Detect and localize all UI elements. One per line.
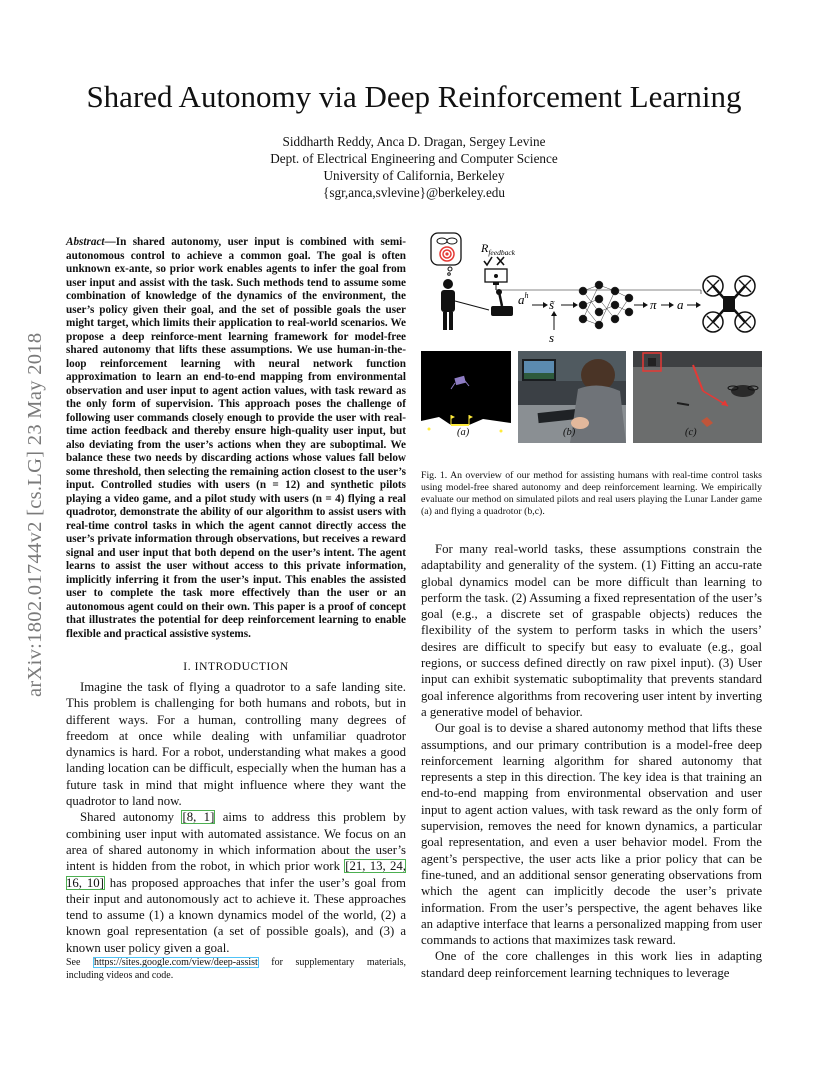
- reward-feedback-label: $R_{feedback}$: [481, 241, 515, 257]
- figure-1: [421, 226, 762, 448]
- quadrotor-icon: [703, 276, 755, 332]
- supplementary-url-link[interactable]: https://sites.google.com/view/deep-assist: [93, 957, 258, 968]
- check-cross-icon: [484, 257, 504, 265]
- neural-network-icon: [579, 281, 633, 329]
- subfigure-label-b: (b): [563, 427, 576, 438]
- figure-caption: Fig. 1. An overview of our method for assisting humans with real-time control tasks using model-free shared autonomy and deep reinforcement learning. We empirically evaluate our method on simulated pilots and real users playing the Lunar Lander game (a) and flying a quadrotor (b,c).: [421, 470, 762, 517]
- abstract: [66, 236, 406, 641]
- department: Dept. of Electrical Engineering and Computer Science: [270, 151, 558, 166]
- state-label: s: [549, 330, 555, 345]
- right-paragraph-1: For many real-world tasks, these assumptions constrain the adaptability and generality of the system. (1) Fitting an accu-rate global dynamics model can be more difficult than learning to perform the task. (2) Assuming a fixed representation of the user’s goal (e.g., a discrete set of graspable objects) reduces the flexibility of the system to perform tasks in which the users’ desires are difficult to specify but easy to evaluate (e.g., goal regions, or success defined directly on raw pixel input). (3) User input can exhibit systematic suboptimality that prevents standard goal inference algorithms from recovering user intent by inverting a generative model of behavior.: [421, 542, 762, 719]
- subfigure-label-a: (a): [457, 427, 470, 438]
- intro-p2-text-a: Shared autonomy: [80, 810, 182, 825]
- goal-thought-bubble-icon: [431, 233, 461, 275]
- user-input-line: [455, 301, 489, 310]
- monitor-icon: [485, 269, 507, 285]
- citation-link[interactable]: [21, 13, 24, 16, 10]: [66, 859, 407, 890]
- section-heading-introduction: I. INTRODUCTION: [183, 661, 289, 673]
- footnote: [66, 957, 406, 982]
- university: University of California, Berkeley: [323, 168, 505, 183]
- arxiv-identifier: arXiv:1802.01744v2 [cs.LG] 23 May 2018: [24, 332, 46, 698]
- author-block: [160, 133, 668, 201]
- user-person-icon: [441, 279, 455, 330]
- subfigure-label-c: (c): [685, 427, 697, 438]
- intro-paragraph-2: [66, 809, 406, 956]
- author-emails: {sgr,anca,svlevine}@berkeley.edu: [323, 185, 505, 200]
- intro-p2-text-c: has proposed approaches that infer the user’s goal from their input and autonomously act to achieve it. These approaches tend to assume (1) a known dynamics model of the world, (2) a known goal representation (a set of possible goals), and (3) a known user policy given a goal.: [66, 875, 406, 955]
- quadrotor-landing-photo: [633, 351, 762, 443]
- footnote-suffix: for supplementary materials, including videos and code.: [66, 957, 406, 981]
- augmented-state-label: s̃: [549, 297, 555, 312]
- abstract-lead: Abstract: [66, 236, 105, 248]
- paper-title: Shared Autonomy via Deep Reinforcement Learning: [86, 79, 742, 114]
- abstract-text: —In shared autonomy, user input is combined with semi-autonomous control to achieve a common goal. The goal is often unknown ex-ante, so prior work enables agents to infer the goal from user input and assist with the task. Such methods tend to assume some combination of knowledge of the dynamics of the environment, the user’s policy given their goal, and the set of possible goals the user might target, which limits their application to real-world scenarios. We propose a deep reinforce-ment learning framework for model-free shared autonomy that lifts these assumptions. We use human-in-the-loop reinforcement learning with neural network function approximation to learn an end-to-end mapping from environmental observation and user input to agent action values, with task reward as the only form of supervision. This approach poses the challenge of following user commands closely enough to provide the user with real-time action feedback and thereby ensure high-quality user input, but also deviating from the user’s actions when they are suboptimal. We balance these two needs by discarding actions whose values fall below some threshold, then selecting the remaining action closest to the user’s input. Controlled studies with users (n = 12) and synthetic pilots playing a video game, and a pilot study with users (n = 4) flying a real quadrotor, demonstrate the ability of our algorithm to assist users with real-time control tasks in which the agent cannot directly access the user’s private information through observations, but receives a reward signal and user input that both depend on the user’s intent. The agent learns to assist the user without access to this private information, implicitly inferring it from the user’s input. This enables the assisted user to complete the task more effectively than the user or an autonomous agent could on their own. This paper is a proof of concept that illustrates the potential for deep reinforcement learning to enable flexible and practical assistive systems.: [66, 236, 406, 640]
- method-diagram: [421, 226, 762, 348]
- intro-p2-text-b: aims to address this problem by combining user input with automated assistance. We focus on an area of shared autonomy in which information about the user’s intent is hidden from the robot, in which prior work: [66, 810, 406, 874]
- right-paragraph-2: Our goal is to devise a shared autonomy method that lifts these assumptions, and our primary contribution is a model-free deep reinforcement learning algorithm for shared autonomy that represents a step in this direction. The key idea is that training an end-to-end mapping from environmental observation and user input to agent action values, with task reward as the only form of supervision, removes the need for known dynamics, a particular goal representation, and even a user behavior model. From the agent’s perspective, the user acts like a prior policy that can be fine-tuned, and an additional sensor generating observations from which the agent can implicitly decode the user’s private information. From the user’s perspective, the agent behaves like an adaptive interface that learns a personalized mapping from user commands to actions that maximizes task reward.: [421, 721, 762, 948]
- citation-link[interactable]: [8, 1]: [182, 810, 215, 825]
- footnote-prefix: See: [66, 957, 93, 968]
- author-names: Siddharth Reddy, Anca D. Dragan, Sergey Levine: [282, 134, 546, 149]
- intro-paragraph-1: Imagine the task of flying a quadrotor to a safe landing site. This problem is challenging for both humans and robots, but in different ways. For a human, controlling many degrees of freedom at once while dealing with unfamiliar quadrotor dynamics is hard. For a robot, understanding what makes a good landing location can be difficult, especially when the human has a future task in mind that might influence where they want the quadrotor to land now.: [66, 680, 406, 809]
- right-paragraph-3: One of the core challenges in this work lies in adapting standard deep reinforcement learning techniques to leverage: [421, 949, 762, 980]
- intro-body: [66, 679, 406, 956]
- action-label: a: [677, 297, 684, 312]
- user-action-label: $a^h$: [518, 291, 529, 307]
- right-column-body: [421, 541, 762, 981]
- policy-label: π: [650, 297, 657, 312]
- joystick-icon: [491, 289, 513, 316]
